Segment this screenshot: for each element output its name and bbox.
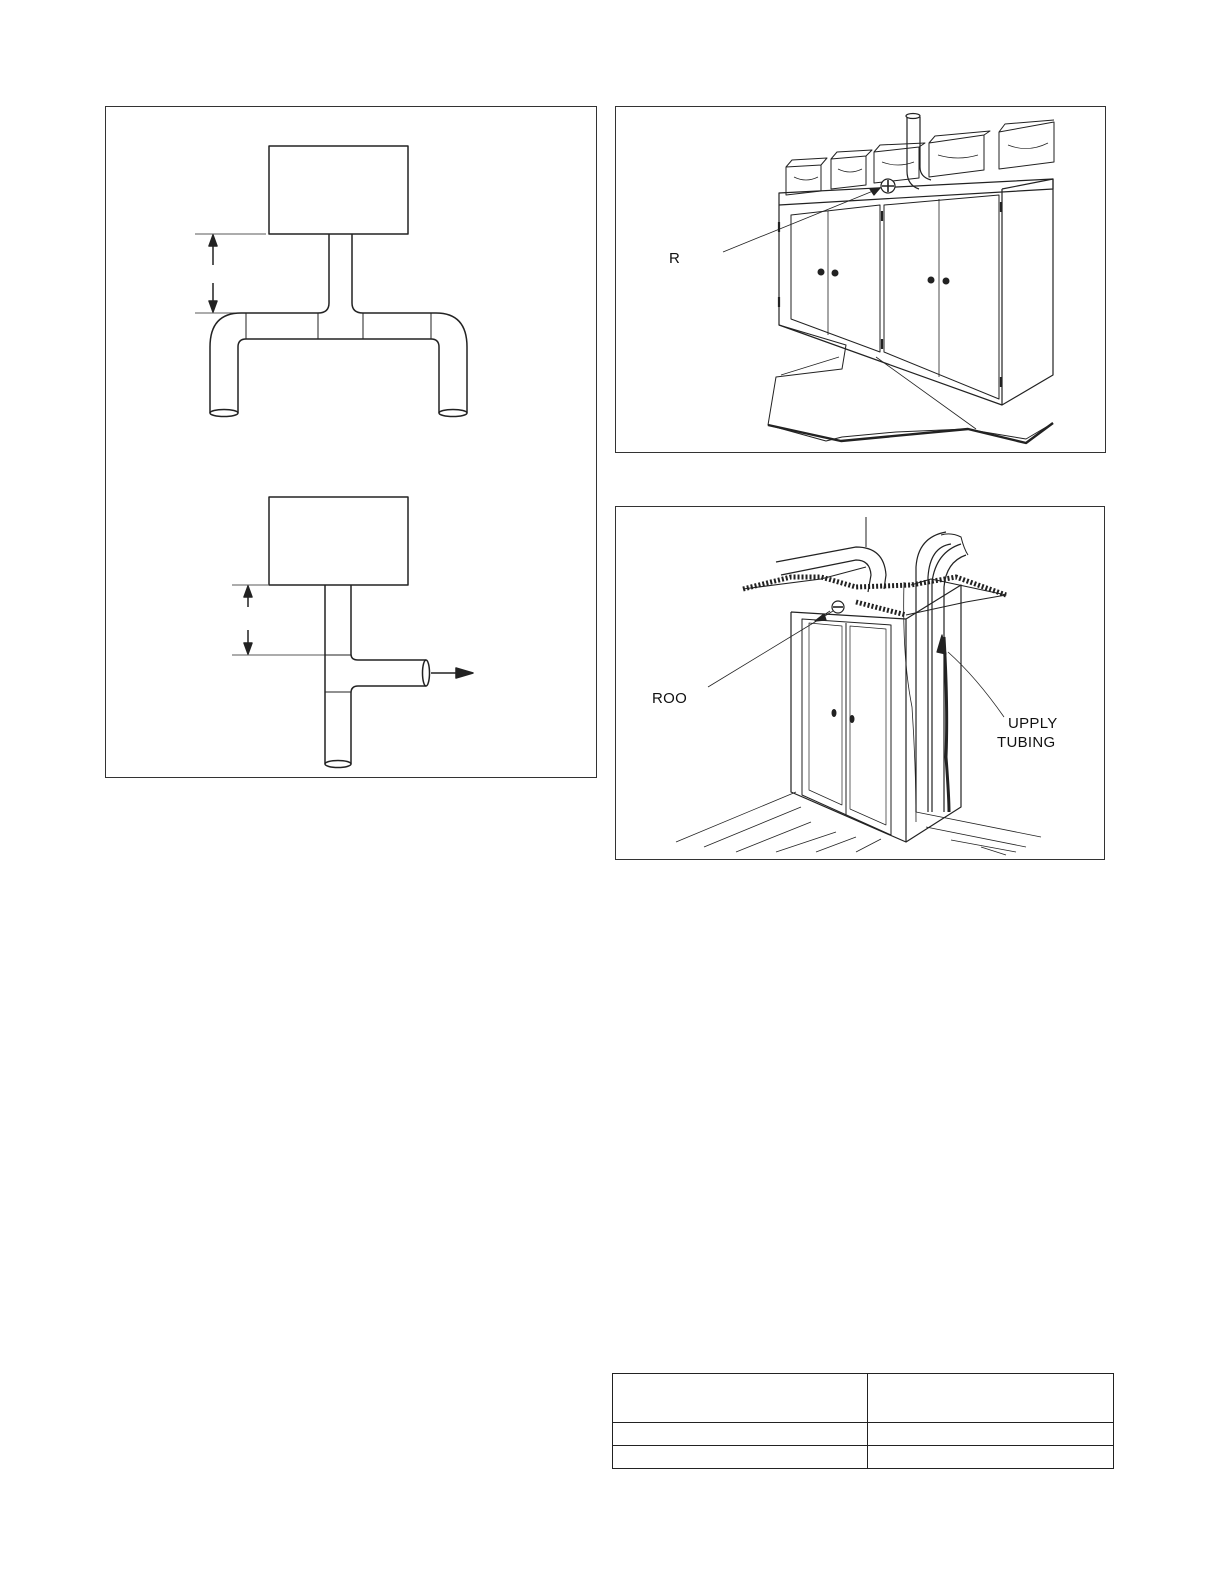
label-roo: ROO	[652, 690, 688, 707]
table-cell	[868, 1446, 1114, 1469]
tee-pipe-upper	[210, 234, 467, 413]
unit-box-upper	[269, 146, 408, 234]
pipe-end-bottom	[325, 761, 351, 768]
cabinet-illustration-panel	[615, 106, 1106, 453]
piping-diagram-drawing	[106, 107, 598, 779]
table-cell	[868, 1423, 1114, 1446]
horizontal-pipe	[776, 547, 886, 592]
cabinet-doors	[791, 195, 999, 399]
closet-illustration	[616, 507, 1106, 861]
unit-box-lower	[269, 497, 408, 585]
pipe-end-right	[439, 410, 467, 417]
table-header-cell	[613, 1374, 868, 1423]
floor-boards	[676, 792, 1041, 855]
ceiling-edge	[743, 577, 1006, 595]
tee-pipe-lower	[325, 585, 426, 764]
label-supply-line1: UPPLY	[1008, 715, 1058, 732]
table-row	[613, 1446, 1114, 1469]
flow-arrow	[431, 668, 473, 678]
pipe-end-left	[210, 410, 238, 417]
table-header-row	[613, 1374, 1114, 1423]
label-supply-line2: TUBING	[997, 734, 1056, 751]
hinges	[779, 202, 1001, 387]
supply-tubing	[916, 532, 966, 812]
data-table	[612, 1373, 1114, 1469]
pipe-end-side	[423, 660, 430, 686]
table-cell	[613, 1423, 868, 1446]
supply-line-dark	[944, 637, 949, 812]
piping-diagram-panel	[105, 106, 597, 778]
leader-line-supply	[948, 652, 1004, 717]
floor-line	[768, 423, 1053, 443]
table-row	[613, 1423, 1114, 1446]
dimension-arrows-lower	[244, 586, 252, 654]
dimension-arrows-upper	[209, 235, 217, 312]
closet-illustration-panel	[615, 506, 1105, 860]
door-handles	[832, 709, 855, 723]
leader-line-roo	[708, 611, 833, 687]
cabinet-top	[779, 179, 1053, 205]
table-cell	[613, 1446, 868, 1469]
leader-line-r	[723, 189, 878, 252]
table-header-cell	[868, 1374, 1114, 1423]
cabinet-illustration	[616, 107, 1107, 454]
label-r: R	[669, 250, 681, 267]
